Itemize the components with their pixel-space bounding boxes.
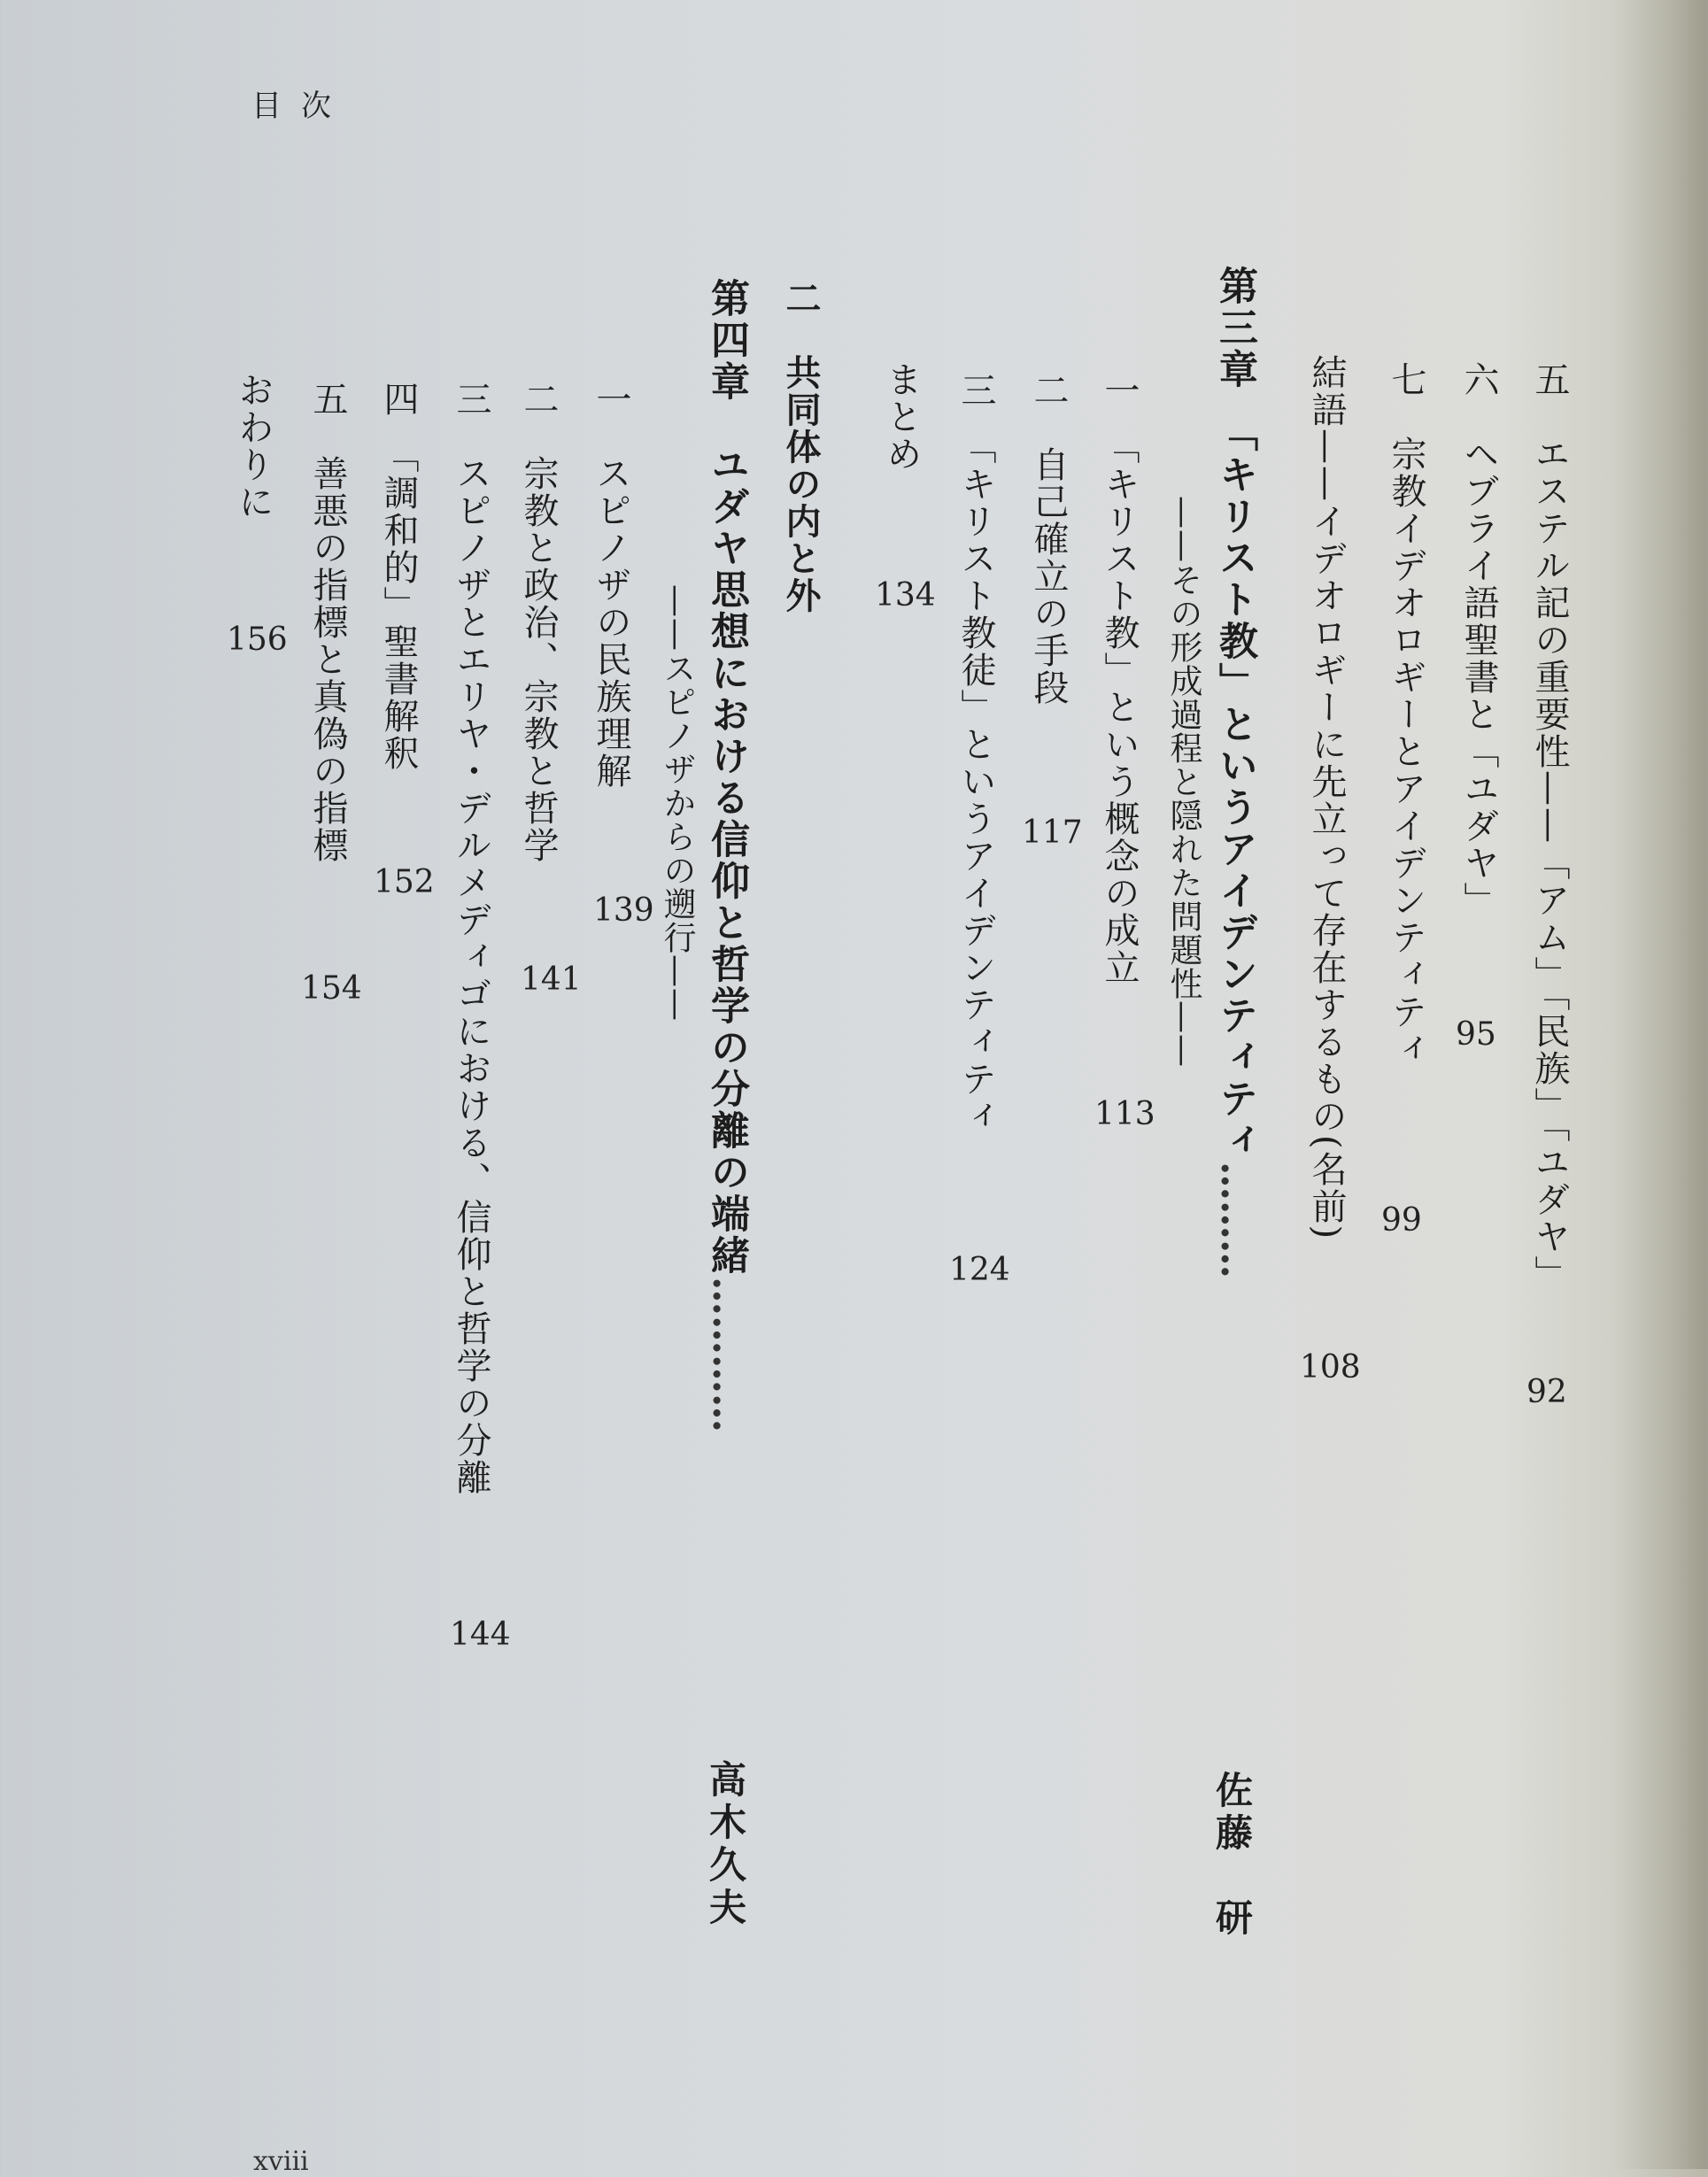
page-number: 92 [1526, 1374, 1567, 1410]
toc-title: ——イデオロギーに先立って存在するもの(名前) [1306, 428, 1347, 1241]
toc-line-summary [881, 361, 922, 473]
toc-line-closing [233, 372, 274, 521]
toc-title: 宗教イデオロギーとアイデンティティ [1386, 436, 1426, 1068]
chapter-label: 第四章 [704, 278, 749, 403]
page-number: 117 [1022, 814, 1083, 851]
toc-line-5-esther [1529, 361, 1570, 1293]
chapter-title: 「キリスト教」というアイデンティティ [1212, 432, 1257, 1162]
toc-line-3-1 [1099, 372, 1140, 986]
toc-number: 二 [1028, 372, 1069, 409]
toc-number: 五 [1529, 361, 1570, 398]
page-number: 99 [1381, 1202, 1422, 1239]
chapter-3-author: 佐藤 研 [1210, 1771, 1254, 1941]
toc-label: 結語 [1306, 354, 1347, 428]
page-number: 156 [227, 621, 288, 658]
page-edge-shadow [1611, 0, 1708, 2169]
page-number: 154 [301, 970, 362, 1007]
toc-number: 一 [591, 381, 631, 418]
toc-title: おわりに [233, 372, 274, 521]
toc-line-7-religious-ideology [1388, 361, 1424, 1068]
toc-line-4-1 [593, 381, 629, 790]
toc-number: 四 [378, 381, 419, 418]
page-number: 144 [450, 1617, 511, 1653]
page-number: 141 [521, 961, 582, 998]
toc-line-conclusion [1306, 354, 1347, 1241]
chapter-4-subtitle [658, 584, 696, 1022]
page-number: 139 [593, 892, 654, 929]
page-number: 134 [875, 577, 936, 614]
toc-number: 七 [1386, 361, 1426, 398]
toc-title: 「キリスト教徒」というアイデンティティ [955, 446, 996, 1135]
toc-line-4-5 [307, 381, 348, 864]
chapter-title: ユダヤ思想における信仰と哲学の分離の端緒 [704, 444, 749, 1277]
leader-dots: ……… [1212, 1162, 1257, 1278]
page-number: 108 [1300, 1349, 1361, 1386]
chapter-4-title [704, 278, 749, 1432]
toc-title: 「キリスト教」という概念の成立 [1099, 446, 1140, 986]
toc-title: スピノザの民族理解 [591, 455, 631, 790]
page-number: 124 [949, 1252, 1010, 1288]
page-number: 113 [1094, 1096, 1155, 1132]
chapter-subtitle: ——スピノザからの遡行—— [658, 584, 696, 1022]
toc-title: エステル記の重要性——「アム」「民族」「ユダヤ」 [1529, 436, 1570, 1293]
page-number: 95 [1456, 1016, 1496, 1053]
toc-line-4-3 [453, 381, 489, 1496]
page-header: 目次 [251, 89, 351, 124]
toc-line-3-3 [955, 372, 996, 1135]
toc-title: 「調和的」聖書解釈 [378, 455, 419, 772]
toc-number: 五 [307, 381, 348, 418]
leader-dots: ………… [704, 1277, 749, 1432]
toc-line-4-2 [518, 381, 559, 864]
toc-title: 善悪の指標と真偽の指標 [307, 455, 348, 864]
toc-line-6-hebrew-bible [1458, 361, 1499, 919]
folio-page-number: xviii [253, 2146, 309, 2177]
part-title: 共同体の内と外 [780, 354, 822, 614]
toc-number: 一 [1099, 372, 1140, 409]
toc-title: スピノザとエリヤ・デルメディゴにおける、信仰と哲学の分離 [451, 455, 491, 1496]
chapter-3-title [1212, 266, 1257, 1278]
page-number: 152 [374, 864, 435, 900]
chapter-3-subtitle [1164, 496, 1202, 1068]
toc-line-4-4 [378, 381, 419, 772]
toc-title: ヘブライ語聖書と「ユダヤ」 [1458, 436, 1499, 919]
chapter-subtitle: ——その形成過程と隠れた問題性—— [1164, 496, 1202, 1068]
toc-number: 三 [955, 372, 996, 409]
toc-title: まとめ [881, 361, 922, 473]
toc-number: 三 [451, 381, 491, 418]
part-2-title [780, 280, 822, 614]
part-number: 二 [780, 280, 822, 317]
chapter-label: 第三章 [1212, 266, 1257, 390]
toc-line-3-2 [1028, 372, 1069, 706]
toc-title: 自己確立の手段 [1028, 446, 1069, 706]
toc-number: 六 [1458, 361, 1499, 398]
toc-number: 二 [518, 381, 559, 418]
chapter-4-author: 高木久夫 [704, 1760, 747, 1930]
toc-title: 宗教と政治、宗教と哲学 [518, 455, 559, 864]
